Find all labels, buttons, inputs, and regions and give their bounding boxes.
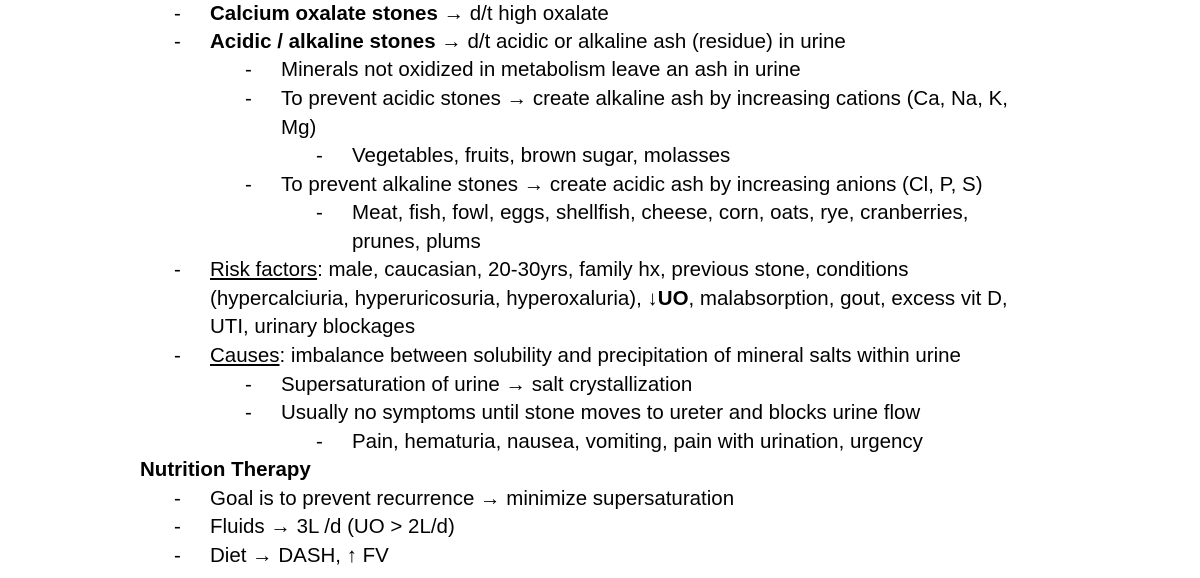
risk-factors-text-2b: , malabsorption, gout, excess vit D, [688,287,1008,310]
list-item-meat: Meat, fish, fowl, eggs, shellfish, cheese, corn, oats, rye, cranberries, [352,201,969,224]
bullet-dash: - [174,2,181,25]
bullet-dash: - [245,373,252,396]
calcium-oxalate-text: → d/t high oxalate [437,2,609,25]
bullet-dash: - [245,58,252,81]
list-item-risk-factors-cont-2: UTI, urinary blockages [210,315,416,338]
causes-text: : imbalance between solubility and precipitation of mineral salts within urine [279,344,961,367]
list-item-fluids: Fluids → 3L /d (UO > 2L/d) [210,515,455,538]
risk-factors-text-2a: (hypercalciuria, hyperuricosuria, hyperoxaluria), [210,287,648,310]
list-item-prevent-acidic: To prevent acidic stones → create alkaline ash by increasing cations (Ca, Na, K, [281,87,1008,110]
bullet-dash: - [316,201,323,224]
list-item-vegetables: Vegetables, fruits, brown sugar, molasses [352,144,731,167]
list-item-supersaturation: Supersaturation of urine → salt crystallization [281,373,693,396]
list-item-prevent-alkaline: To prevent alkaline stones → create acidic ash by increasing anions (Cl, P, S) [281,173,983,196]
bullet-dash: - [316,430,323,453]
list-item-risk-factors [210,256,908,284]
list-item-symptoms: Usually no symptoms until stone moves to ureter and blocks urine flow [281,401,921,424]
bullet-dash: - [174,344,181,367]
risk-factors-text: : male, caucasian, 20-30yrs, family hx, previous stone, conditions [317,258,909,281]
list-item-risk-factors-cont [210,285,1008,313]
list-item-causes [210,342,961,370]
bullet-dash: - [245,173,252,196]
list-item-diet: Diet → DASH, ↑ FV [210,544,389,567]
bullet-dash: - [245,87,252,110]
bullet-dash: - [245,401,252,424]
bullet-dash: - [316,144,323,167]
calcium-oxalate-title: Calcium oxalate stones [210,2,438,25]
list-item-pain: Pain, hematuria, nausea, vomiting, pain with urination, urgency [352,430,923,453]
bullet-dash: - [174,258,181,281]
causes-label: Causes [210,344,280,367]
risk-factors-label: Risk factors [210,258,318,281]
list-item-acidic-alkaline [210,28,846,56]
list-item-prevent-acidic-cont: Mg) [281,116,317,139]
list-item-meat-cont: prunes, plums [352,230,481,253]
bullet-dash: - [174,515,181,538]
bullet-dash: - [174,544,181,567]
list-item-goal: Goal is to prevent recurrence → minimize supersaturation [210,487,735,510]
section-heading-nutrition-therapy: Nutrition Therapy [140,458,311,481]
bullet-dash: - [174,487,181,510]
acidic-alkaline-title: Acidic / alkaline stones [210,30,436,53]
bullet-dash: - [174,30,181,53]
acidic-alkaline-text: → d/t acidic or alkaline ash (residue) in urine [435,30,846,53]
decreased-uo-text: ↓UO [647,287,689,310]
list-item-calcium-oxalate [210,0,609,28]
list-item-minerals: Minerals not oxidized in metabolism leave an ash in urine [281,58,801,81]
